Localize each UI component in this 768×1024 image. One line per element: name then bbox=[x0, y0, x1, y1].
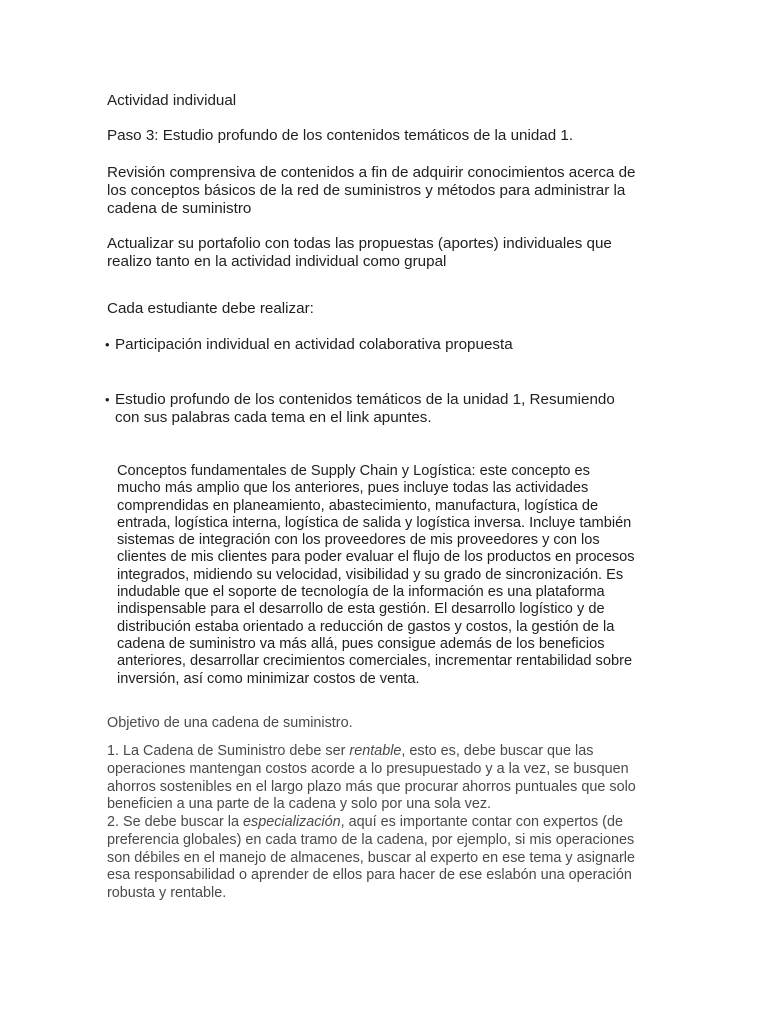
objective-2-text-cont: , aquí es importante contar con expertos (de preferencia globales) en cada tramo de la cadena, por ejemplo, si mis operaciones son débiles en el manejo de almacenes, buscar al experto en ese tema y asignarle esa responsabilidad o aprender de ellos para hacer de ese eslabón una operación robusta y rentable. bbox=[107, 814, 635, 902]
objective-title: Objetivo de una cadena de suministro. bbox=[107, 715, 353, 731]
objective-1-text-cont: , esto es, debe buscar que las operaciones mantengan costos acorde a lo presupuestado y a la vez, se busquen ahorros sostenibles en el largo plazo más que procurar ahorros puntuales que solo beneficien a una parte de la cadena y solo por una sola vez. bbox=[107, 743, 636, 813]
objective-point-1 bbox=[107, 743, 662, 814]
bullet-text: Estudio profundo de los contenidos temáticos de la unidad 1, Resumiendo con sus palabras cada tema en el link apuntes. bbox=[115, 391, 615, 426]
bullet-item bbox=[105, 391, 620, 427]
bullet-item bbox=[105, 336, 665, 354]
document-title: Actividad individual bbox=[107, 92, 237, 109]
bullet-text: Participación individual en actividad colaborativa propuesta bbox=[115, 336, 513, 353]
objective-point-2 bbox=[107, 814, 657, 903]
objective-2-text: 2. Se debe buscar la bbox=[107, 814, 244, 830]
objective-1-text: 1. La Cadena de Suministro debe ser bbox=[107, 743, 350, 759]
bullet-marker: • bbox=[105, 337, 110, 352]
review-paragraph: Revisión comprensiva de contenidos a fin de adquirir conocimientos acerca de los conceptos básicos de la red de suministros y métodos para administrar la cadena de suministro bbox=[107, 164, 636, 217]
objective-2-emphasis: especialización bbox=[243, 814, 341, 830]
bullet-marker: • bbox=[105, 392, 110, 407]
portfolio-paragraph: Actualizar su portafolio con todas las propuestas (aportes) individuales que realizo tanto en la actividad individual como grupal bbox=[107, 235, 612, 270]
each-student-heading: Cada estudiante debe realizar: bbox=[107, 300, 314, 317]
step-heading: Paso 3: Estudio profundo de los contenidos temáticos de la unidad 1. bbox=[107, 127, 574, 144]
concepts-paragraph: Conceptos fundamentales de Supply Chain y Logística: este concepto es mucho más amplio que los anteriores, pues incluye todas las actividades comprendidas en planeamiento, abastecimiento, manufactura, logística de entrada, logística interna, logística de salida y logística inversa. Incluye también sistemas de integración con los proveedores de mis proveedores y con los clientes de mis clientes para poder evaluar el flujo de los productos en procesos integrados, midiendo su velocidad, visibilidad y su grado de sincronización. Es indudable que el soporte de tecnología de la información es una plataforma indispensable para el desarrollo de esta gestión. El desarrollo logístico y de distribución estaba orientado a reducción de gastos y costos, la gestión de la cadena de suministro va más allá, pues consigue además de los beneficios anteriores, desarrollar crecimientos comerciales, incrementar rentabilidad sobre inversión, así como minimizar costos de venta. bbox=[117, 463, 635, 687]
objective-1-emphasis: rentable bbox=[349, 743, 402, 759]
